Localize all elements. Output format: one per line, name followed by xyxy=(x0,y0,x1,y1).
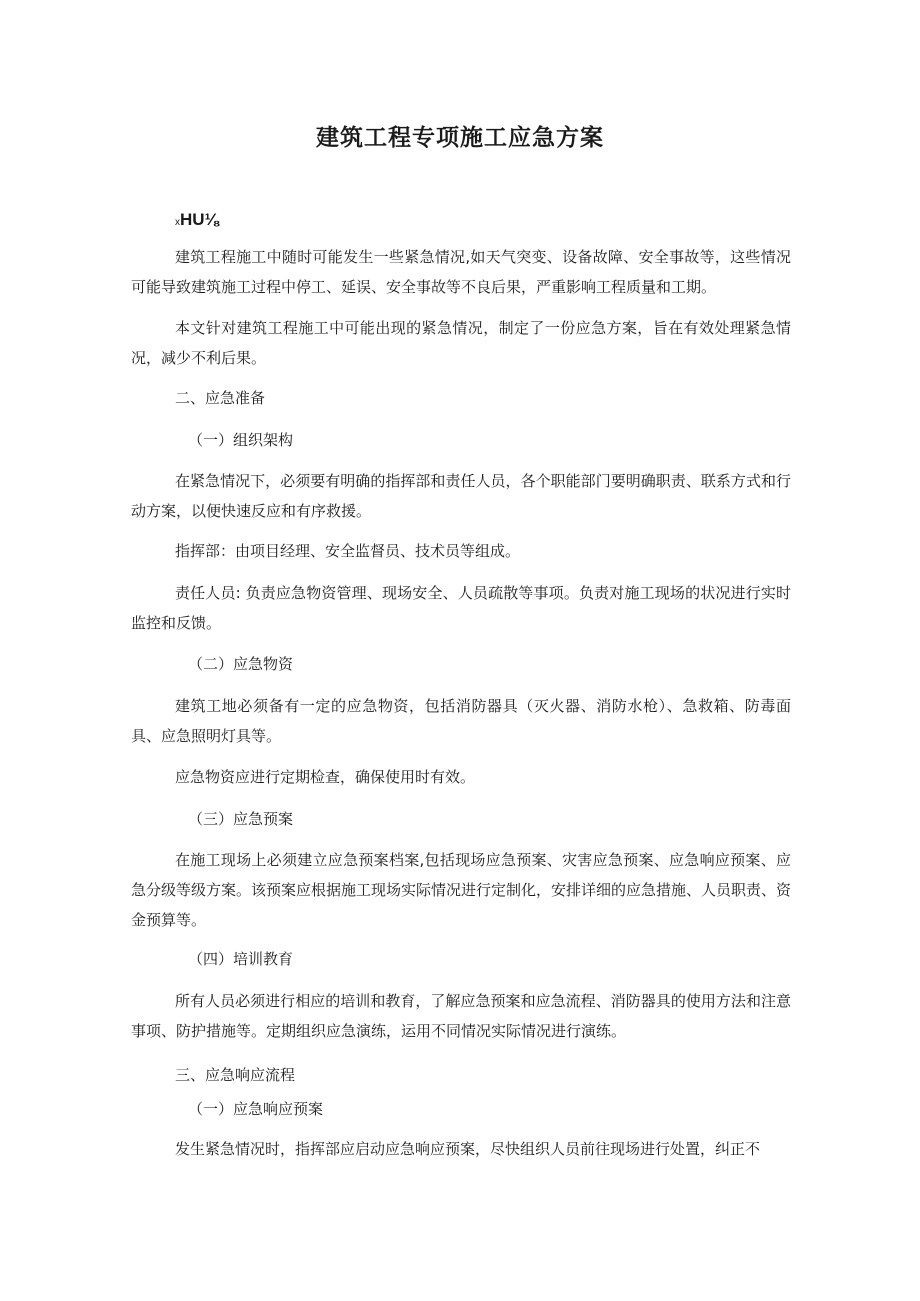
subsection-response-plan-heading: （一）应急响应预案 xyxy=(188,1100,324,1118)
paragraph-background: 建筑工程施工中随时可能发生一些紧急情况,如天气突变、设备故障、安全事故等，这些情况可能导致建筑施工过程中停工、延误、安全事故等不良后果，严重影响工程质量和工期。 xyxy=(131,248,791,296)
paragraph-organization: 在紧急情况下，必须要有明确的指挥部和责任人员，各个职能部门要明确职责、联系方式和行动方案，以便快速反应和有序救援。 xyxy=(131,472,791,520)
paragraph-response: 发生紧急情况时，指挥部应启动应急响应预案，尽快组织人员前往现场进行处置，纠正不 xyxy=(175,1140,761,1158)
document-title: 建筑工程专项施工应急方案 xyxy=(316,125,604,151)
subsection-plan-heading: （三）应急预案 xyxy=(188,810,294,828)
subsection-organization-heading: （一）组织架构 xyxy=(188,431,294,449)
paragraph-training: 所有人员必须进行相应的培训和教育，了解应急预案和应急流程、消防器具的使用方法和注意事项、防护措施等。定期组织应急演练，运用不同情况实际情况进行演练。 xyxy=(131,992,791,1040)
paragraph-plan: 在施工现场上必须建立应急预案档案,包括现场应急预案、灾害应急预案、应急响应预案、应急分级等级方案。该预案应根据施工现场实际情况进行定制化，安排详细的应急措施、人员职责、资金预算等。 xyxy=(131,851,792,929)
section-1-heading-prefix: x xyxy=(175,217,180,228)
paragraph-command-center: 指挥部：由项目经理、安全监督员、技术员等组成。 xyxy=(175,542,521,560)
section-3-heading: 三、应急响应流程 xyxy=(175,1066,296,1084)
subsection-training-heading: （四）培训教育 xyxy=(188,950,294,968)
paragraph-supplies: 建筑工地必须备有一定的应急物资，包括消防器具（灭火器、消防水枪）、急救箱、防毒面具、应急照明灯具等。 xyxy=(131,697,791,745)
section-1-heading-text: HU⅛ xyxy=(180,210,219,229)
paragraph-responsible-persons: 责任人员: 负责应急物资管理、现场安全、人员疏散等事项。负责对施工现场的状况进行实时监控和反馈。 xyxy=(131,584,791,632)
section-1-heading xyxy=(175,208,219,235)
paragraph-purpose: 本文针对建筑工程施工中可能出现的紧急情况，制定了一份应急方案，旨在有效处理紧急情况，减少不利后果。 xyxy=(131,319,791,367)
subsection-supplies-heading: （二）应急物资 xyxy=(188,655,294,673)
paragraph-supplies-check: 应急物资应进行定期检查，确保使用时有效。 xyxy=(175,768,476,786)
section-2-heading: 二、应急准备 xyxy=(175,389,266,407)
